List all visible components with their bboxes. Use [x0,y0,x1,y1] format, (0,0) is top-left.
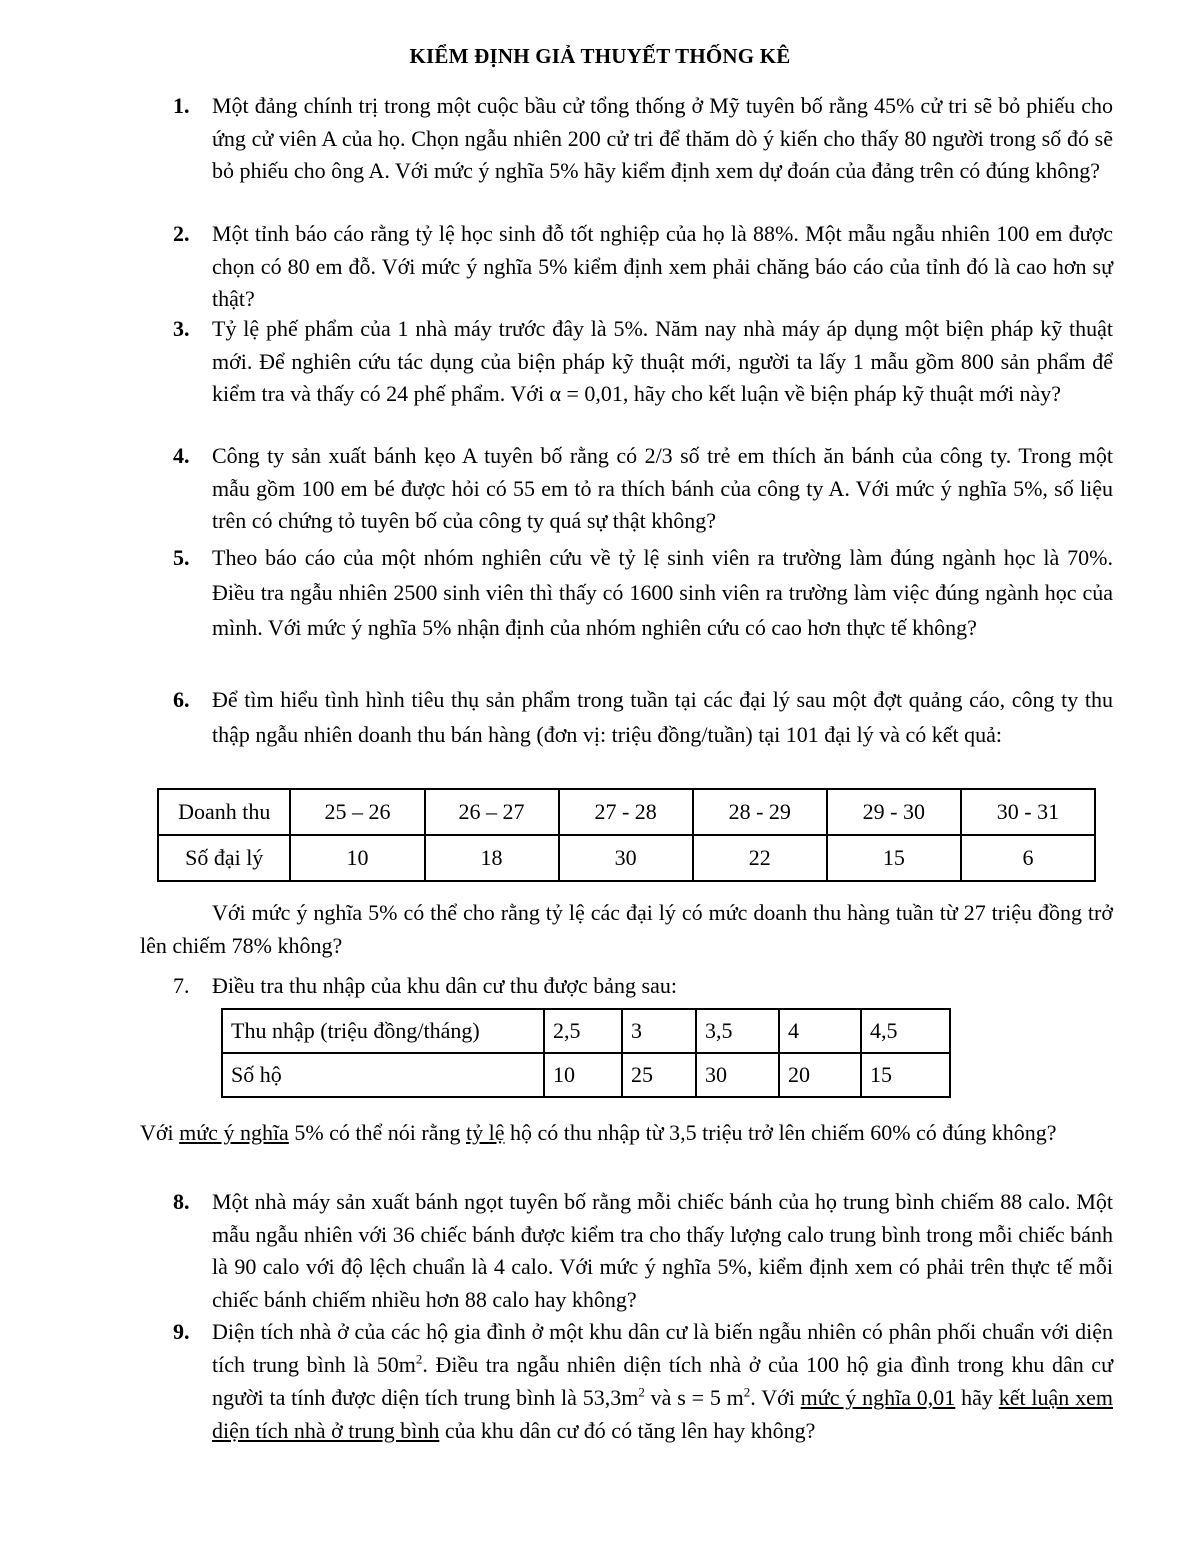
table-cell: 20 [779,1053,861,1097]
table-cell: 30 [559,835,693,881]
page-title: KIỂM ĐỊNH GIẢ THUYẾT THỐNG KÊ [409,44,791,68]
table-cell: 29 - 30 [827,789,961,835]
question-5 [173,540,1113,645]
table-cell: 28 - 29 [693,789,827,835]
question-number: 8. [173,1189,190,1214]
table-cell: 3,5 [696,1009,779,1053]
question-number: 3. [173,316,190,341]
question-4 [173,440,1113,538]
table-cell: 3 [622,1009,696,1053]
question-number: 5. [173,545,190,570]
question-number: 6. [173,687,190,712]
question-number: 7. [173,973,190,998]
table-cell: 26 – 27 [425,789,559,835]
table-cell: 22 [693,835,827,881]
table-header-cell: Số đại lý [158,835,290,881]
table-cell: 15 [827,835,961,881]
question-number: 4. [173,443,190,468]
table-cell: 4,5 [861,1009,950,1053]
question-6-followup: Với mức ý nghĩa 5% có thể cho rằng tỷ lệ các đại lý có mức doanh thu hàng tuần từ 27 triệu đồng trở lên chiếm 78% không? [140,900,1113,958]
table-cell: 4 [779,1009,861,1053]
table-cell: 25 [622,1053,696,1097]
table-header-cell: Doanh thu [158,789,290,835]
income-table [221,1008,951,1098]
table-cell: 30 [696,1053,779,1097]
question-number: 1. [173,93,190,118]
question-1 [173,90,1113,188]
question-text: Công ty sản xuất bánh kẹo A tuyên bố rằng có 2/3 số trẻ em thích ăn bánh của công ty. Trong một mẫu gồm 100 em bé được hỏi có 55 em tỏ ra thích bánh của công ty A. Với mức ý nghĩa 5%, số liệu trên có chứng tỏ tuyên bố của công ty quá sự thật không? [212,443,1113,533]
question-text: Tỷ lệ phế phẩm của 1 nhà máy trước đây là 5%. Năm nay nhà máy áp dụng một biện pháp kỹ thuật mới. Để nghiên cứu tác dụng của biện pháp kỹ thuật mới, người ta lấy 1 mẫu gồm 800 sản phẩm để kiểm tra và thấy có 24 phế phẩm. Với α = 0,01, hãy cho kết luận về biện pháp kỹ thuật mới này? [212,316,1113,406]
table-cell: 2,5 [544,1009,622,1053]
table-header-cell: Số hộ [222,1053,544,1097]
question-6 [173,682,1113,752]
question-3 [173,313,1113,411]
question-text: Điều tra thu nhập của khu dân cư thu được bảng sau: [212,973,677,998]
question-text: Để tìm hiểu tình hình tiêu thụ sản phẩm trong tuần tại các đại lý sau một đợt quảng cáo, công ty thu thập ngẫu nhiên doanh thu bán hàng (đơn vị: triệu đồng/tuần) tại 101 đại lý và có kết quả: [212,687,1113,747]
revenue-table [157,788,1096,882]
question-7-followup: Với mức ý nghĩa 5% có thể nói rằng tỷ lệ hộ có thu nhập từ 3,5 triệu trở lên chiếm 60% có đúng không? [140,1120,1057,1145]
question-text: Một tỉnh báo cáo rằng tỷ lệ học sinh đỗ tốt nghiệp của họ là 88%. Một mẫu ngẫu nhiên 100 em được chọn có 80 em đỗ. Với mức ý nghĩa 5% kiểm định xem phải chăng báo cáo của tỉnh đó là cao hơn sự thật? [212,221,1113,311]
question-7 [173,970,1113,1003]
table-row [158,835,1095,881]
table-cell: 6 [961,835,1095,881]
question-2 [173,218,1113,316]
question-number: 9. [173,1319,190,1344]
question-text: Diện tích nhà ở của các hộ gia đình ở một khu dân cư là biến ngẫu nhiên có phân phối chuẩn với diện tích trung bình là $50m^2$. Điều tra ngẫu nhiên diện tích nhà ở của 100 hộ gia đình trong khu dân cư người ta tính được diện tích trung bình là $53,3m^2$ và s = 5 $m^2$. Với mức ý nghĩa 0,01 hãy kết luận xem diện tích nhà ở trung bình của khu dân cư đó có tăng lên hay không? [212,1319,1113,1443]
table-cell: 27 - 28 [559,789,693,835]
question-text: Theo báo cáo của một nhóm nghiên cứu về tỷ lệ sinh viên ra trường làm đúng ngành học là 70%. Điều tra ngẫu nhiên 2500 sinh viên thì thấy có 1600 sinh viên ra trường làm việc đúng ngành học của mình. Với mức ý nghĩa 5% nhận định của nhóm nghiên cứu có cao hơn thực tế không? [212,545,1113,640]
question-text: Một đảng chính trị trong một cuộc bầu cử tổng thống ở Mỹ tuyên bố rằng 45% cử tri sẽ bỏ phiếu cho ứng cử viên A của họ. Chọn ngẫu nhiên 200 cử tri để thăm dò ý kiến cho thấy 80 người trong số đó sẽ bỏ phiếu cho ông A. Với mức ý nghĩa 5% hãy kiểm định xem dự đoán của đảng trên có đúng không? [212,93,1113,183]
table-cell: 18 [425,835,559,881]
question-text: Một nhà máy sản xuất bánh ngọt tuyên bố rằng mỗi chiếc bánh của họ trung bình chiếm 88 calo. Một mẫu ngẫu nhiên với 36 chiếc bánh được kiểm tra cho thấy lượng calo trung bình trong mỗi chiếc bánh là 90 calo với độ lệch chuẩn là 4 calo. Với mức ý nghĩa 5%, kiểm định xem có phải trên thực tế mỗi chiếc bánh chiếm nhiều hơn 88 calo hay không? [212,1189,1113,1312]
table-cell: 10 [544,1053,622,1097]
table-row [222,1009,950,1053]
table-header-cell: Thu nhập (triệu đồng/tháng) [222,1009,544,1053]
question-number: 2. [173,221,190,246]
table-cell: 10 [290,835,424,881]
table-row [222,1053,950,1097]
table-row [158,789,1095,835]
table-cell: 15 [861,1053,950,1097]
table-cell: 25 – 26 [290,789,424,835]
table-cell: 30 - 31 [961,789,1095,835]
question-8 [173,1186,1113,1316]
question-9 [173,1315,1113,1447]
